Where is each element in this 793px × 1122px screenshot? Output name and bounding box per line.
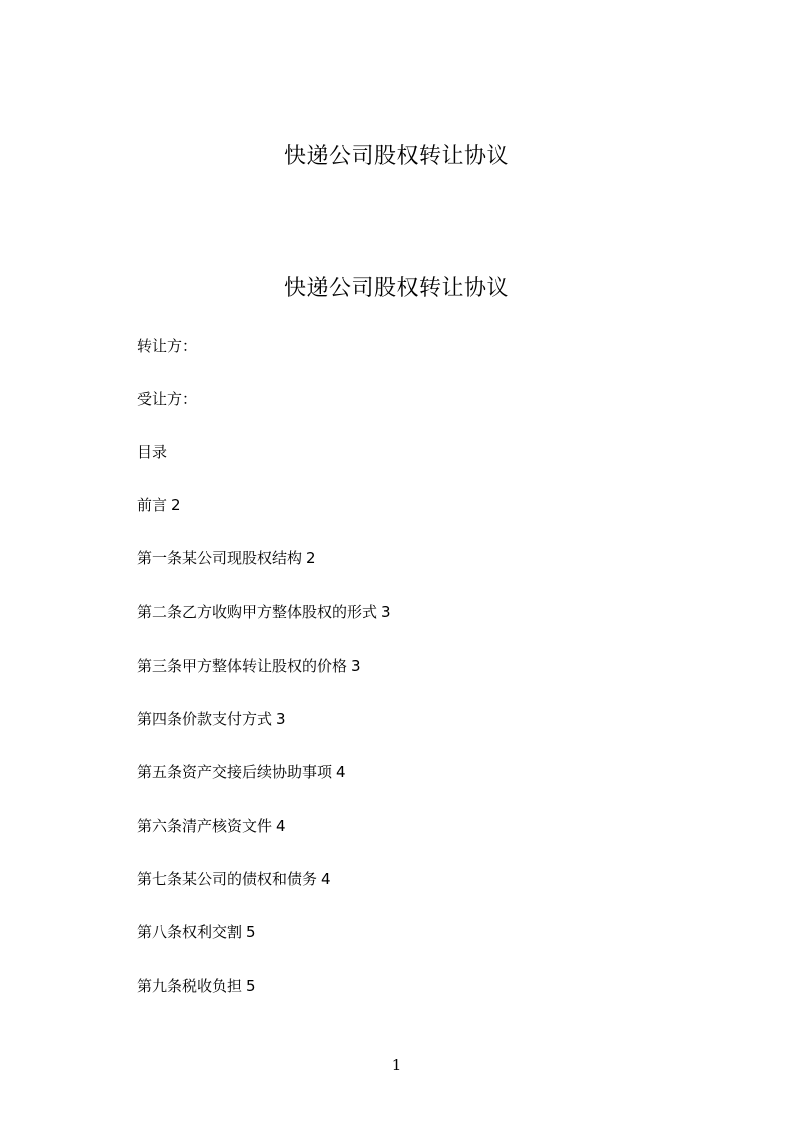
toc-entry-page: 5 [246, 977, 256, 995]
toc-entry-title: 第四条价款支付方式 [137, 710, 273, 728]
transferee-label: 受让方： [137, 390, 198, 408]
toc-entry-page: 3 [276, 710, 286, 728]
toc-entry-title: 第二条乙方收购甲方整体股权的形式 [137, 603, 378, 621]
toc-entry-title: 第一条某公司现股权结构 [137, 549, 303, 567]
toc-entry-title: 第五条资产交接后续协助事项 [137, 763, 333, 781]
toc-entry-page: 4 [336, 763, 346, 781]
toc-entry [137, 655, 361, 677]
toc-entry-title: 第七条某公司的债权和债务 [137, 870, 318, 888]
toc-entry [137, 761, 346, 783]
toc-entry [137, 975, 256, 997]
toc-entry-title: 第九条税收负担 [137, 977, 243, 995]
toc-entry-title: 第三条甲方整体转让股权的价格 [137, 657, 348, 675]
toc-entry-page: 3 [381, 603, 391, 621]
toc-heading: 目录 [137, 443, 168, 461]
toc-entry [137, 547, 316, 569]
toc-entry-page: 5 [246, 923, 256, 941]
toc-entry-title: 第六条清产核资文件 [137, 817, 273, 835]
toc-entry [137, 494, 181, 516]
page-number: 1 [391, 1056, 402, 1074]
document-title: 快递公司股权转让协议 [283, 276, 509, 301]
toc-entry-page: 4 [321, 870, 331, 888]
toc-entry-page: 2 [306, 549, 316, 567]
toc-entry-title: 第八条权利交割 [137, 923, 243, 941]
cover-title: 快递公司股权转让协议 [283, 144, 509, 169]
toc-entry-page: 3 [351, 657, 361, 675]
toc-entry [137, 868, 331, 890]
transferor-label: 转让方： [137, 337, 198, 355]
toc-entry [137, 815, 286, 837]
toc-entry [137, 921, 256, 943]
toc-entry-page: 4 [276, 817, 286, 835]
toc-entry-title: 前言 [137, 496, 168, 514]
toc-entry-page: 2 [171, 496, 181, 514]
toc-entry [137, 708, 286, 730]
toc-entry [137, 601, 391, 623]
